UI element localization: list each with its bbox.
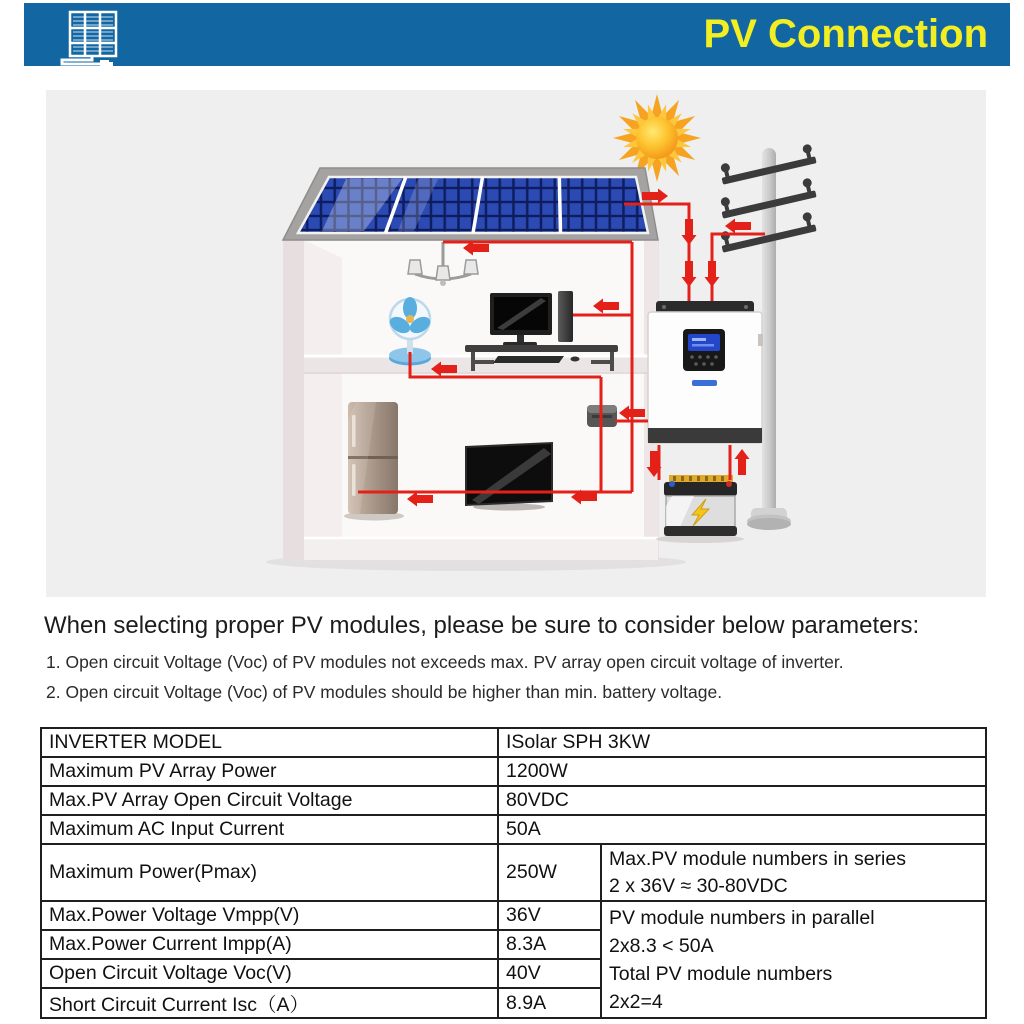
row-value: 250W bbox=[498, 844, 601, 901]
table-row bbox=[41, 815, 986, 844]
page-title: PV Connection bbox=[703, 12, 988, 56]
row-label: Maximum PV Array Power bbox=[41, 757, 498, 786]
row-value: 80VDC bbox=[498, 786, 986, 815]
row-value: 8.9A bbox=[498, 988, 601, 1018]
row-label: Maximum AC Input Current bbox=[41, 815, 498, 844]
spec-table bbox=[40, 727, 987, 1019]
table-row bbox=[41, 844, 986, 901]
note-line: PV module numbers in parallel bbox=[609, 906, 875, 929]
rooftop-solar-panel bbox=[283, 168, 658, 240]
parallel-note-cell bbox=[601, 901, 986, 1018]
table-row bbox=[41, 728, 986, 757]
row-value: 40V bbox=[498, 959, 601, 988]
battery-icon bbox=[656, 475, 744, 543]
row-label: INVERTER MODEL bbox=[41, 728, 498, 757]
table-row bbox=[41, 901, 986, 930]
row-label: Max.Power Current Impp(A) bbox=[41, 930, 498, 959]
table-row bbox=[41, 757, 986, 786]
row-label: Open Circuit Voltage Voc(V) bbox=[41, 959, 498, 988]
row-label: Maximum Power(Pmax) bbox=[41, 844, 498, 901]
row-value: ISolar SPH 3KW bbox=[498, 728, 986, 757]
header-bar bbox=[24, 3, 1010, 66]
note-line: 2x8.3 < 50A bbox=[609, 934, 714, 957]
pv-connection-illustration bbox=[46, 90, 986, 597]
house bbox=[266, 240, 686, 571]
intro-note-1: 1. Open circuit Voltage (Voc) of PV modules not exceeds max. PV array open circuit voltage of inverter. bbox=[46, 652, 844, 672]
table-row bbox=[41, 786, 986, 815]
row-value: 36V bbox=[498, 901, 601, 930]
inverter bbox=[648, 301, 763, 443]
row-value: 8.3A bbox=[498, 930, 601, 959]
note-line: 2 x 36V ≈ 30-80VDC bbox=[609, 874, 788, 897]
intro-note-2: 2. Open circuit Voltage (Voc) of PV modules should be higher than min. battery voltage. bbox=[46, 682, 723, 702]
note-line: 2x2=4 bbox=[609, 990, 663, 1013]
intro-heading: When selecting proper PV modules, please be sure to consider below parameters: bbox=[44, 612, 920, 639]
fridge-icon bbox=[344, 402, 404, 521]
inverter-logo bbox=[692, 380, 717, 386]
solar-panel-plug-icon bbox=[48, 9, 126, 67]
row-value: 1200W bbox=[498, 757, 986, 786]
note-line: Max.PV module numbers in series bbox=[609, 847, 906, 870]
row-label: Max.Power Voltage Vmpp(V) bbox=[41, 901, 498, 930]
note-line: Total PV module numbers bbox=[609, 962, 833, 985]
series-note-cell bbox=[601, 844, 986, 901]
row-label: Max.PV Array Open Circuit Voltage bbox=[41, 786, 498, 815]
row-value: 50A bbox=[498, 815, 986, 844]
tv-icon bbox=[466, 443, 552, 511]
row-label: Short Circuit Current Isc（A） bbox=[41, 988, 498, 1018]
